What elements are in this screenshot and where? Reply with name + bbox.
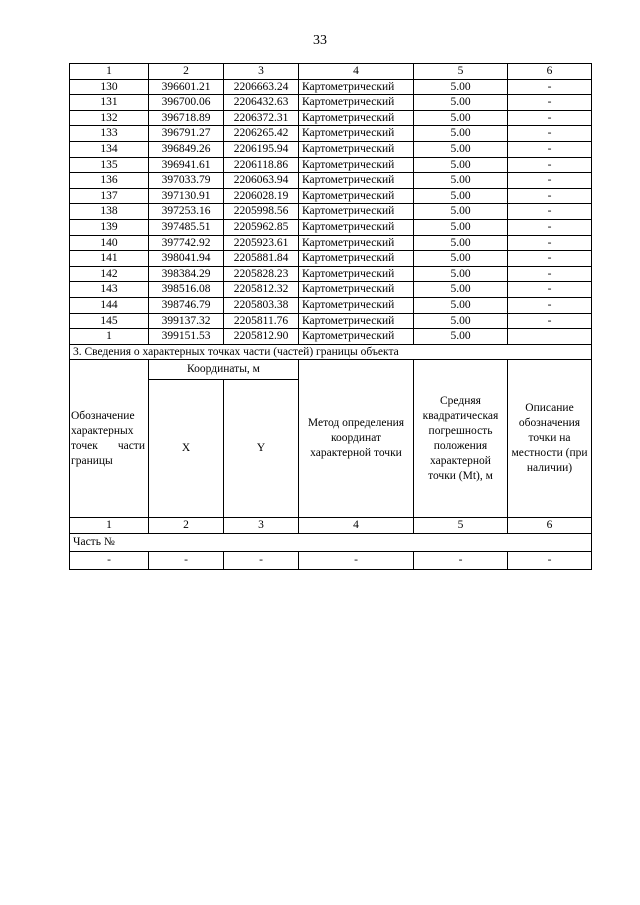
point-number-cell: 130: [70, 79, 149, 95]
y-header: Y: [224, 380, 299, 518]
method-cell: Картометрический: [299, 266, 414, 282]
table-row: [70, 297, 592, 313]
method-header: Метод определения координат характерной точки: [299, 360, 414, 518]
x-coordinate-cell: 398041.94: [149, 251, 224, 267]
accuracy-cell: 5.00: [414, 95, 508, 111]
y-coordinate-cell: 2206663.24: [224, 79, 299, 95]
empty-cell: -: [70, 551, 149, 569]
part-row: [70, 533, 592, 551]
description-cell: -: [508, 219, 592, 235]
x-coordinate-cell: 397485.51: [149, 219, 224, 235]
description-cell: -: [508, 297, 592, 313]
point-number-cell: 134: [70, 141, 149, 157]
column-number: 3: [224, 518, 299, 534]
description-cell: -: [508, 141, 592, 157]
description-cell: -: [508, 110, 592, 126]
accuracy-cell: 5.00: [414, 141, 508, 157]
y-coordinate-cell: 2205812.32: [224, 282, 299, 298]
header-row-top: [70, 360, 592, 380]
table-row: [70, 266, 592, 282]
column-number: 1: [70, 64, 149, 80]
point-number-cell: 136: [70, 173, 149, 189]
table-row: [70, 126, 592, 142]
accuracy-cell: 5.00: [414, 313, 508, 329]
empty-cell: -: [149, 551, 224, 569]
y-coordinate-cell: 2206028.19: [224, 188, 299, 204]
y-coordinate-cell: 2205812.90: [224, 329, 299, 345]
accuracy-cell: 5.00: [414, 204, 508, 220]
column-number: 4: [299, 518, 414, 534]
point-number-cell: 131: [70, 95, 149, 111]
point-number-cell: 139: [70, 219, 149, 235]
column-number-row: [70, 64, 592, 80]
table-row: [70, 79, 592, 95]
column-number: 3: [224, 64, 299, 80]
empty-cell: -: [508, 551, 592, 569]
description-cell: -: [508, 95, 592, 111]
column-number: 5: [414, 64, 508, 80]
description-cell: -: [508, 188, 592, 204]
x-coordinate-cell: 397742.92: [149, 235, 224, 251]
description-cell: -: [508, 79, 592, 95]
y-coordinate-cell: 2205923.61: [224, 235, 299, 251]
column-number: 5: [414, 518, 508, 534]
page-number: 33: [313, 33, 327, 48]
description-cell: -: [508, 313, 592, 329]
x-coordinate-cell: 398746.79: [149, 297, 224, 313]
accuracy-cell: 5.00: [414, 188, 508, 204]
section-title: 3. Сведения о характерных точках части (частей) границы объекта: [70, 344, 592, 360]
column-number: 2: [149, 64, 224, 80]
point-number-cell: 145: [70, 313, 149, 329]
empty-cell: -: [414, 551, 508, 569]
x-coordinate-cell: 396941.61: [149, 157, 224, 173]
table-row: [70, 282, 592, 298]
column-number-row-section3: [70, 518, 592, 534]
table-row: [70, 313, 592, 329]
y-coordinate-cell: 2206372.31: [224, 110, 299, 126]
method-cell: Картометрический: [299, 235, 414, 251]
y-coordinate-cell: 2206265.42: [224, 126, 299, 142]
method-cell: Картометрический: [299, 173, 414, 189]
x-coordinate-cell: 398384.29: [149, 266, 224, 282]
method-cell: Картометрический: [299, 126, 414, 142]
y-coordinate-cell: 2206118.86: [224, 157, 299, 173]
column-number: 6: [508, 64, 592, 80]
table-row: [70, 173, 592, 189]
point-number-cell: 135: [70, 157, 149, 173]
method-cell: Картометрический: [299, 329, 414, 345]
y-coordinate-cell: 2206195.94: [224, 141, 299, 157]
accuracy-cell: 5.00: [414, 79, 508, 95]
x-header: X: [149, 380, 224, 518]
method-cell: Картометрический: [299, 313, 414, 329]
description-cell: -: [508, 173, 592, 189]
accuracy-cell: 5.00: [414, 235, 508, 251]
description-header: Описание обозначения точки на местности (при наличии): [508, 360, 592, 518]
y-coordinate-cell: 2206432.63: [224, 95, 299, 111]
description-cell: -: [508, 266, 592, 282]
table-row: [70, 110, 592, 126]
method-cell: Картометрический: [299, 95, 414, 111]
method-cell: Картометрический: [299, 297, 414, 313]
accuracy-header: Средняя квадратическая погрешность положения характерной точки (Mt), м: [414, 360, 508, 518]
accuracy-cell: 5.00: [414, 110, 508, 126]
point-number-cell: 142: [70, 266, 149, 282]
column-number: 4: [299, 64, 414, 80]
part-label: Часть №: [70, 533, 592, 551]
accuracy-cell: 5.00: [414, 219, 508, 235]
point-number-cell: 138: [70, 204, 149, 220]
table-row: [70, 141, 592, 157]
point-number-cell: 137: [70, 188, 149, 204]
table-row: [70, 157, 592, 173]
table-row: [70, 235, 592, 251]
section-title-row: [70, 344, 592, 360]
x-coordinate-cell: 398516.08: [149, 282, 224, 298]
description-cell: -: [508, 204, 592, 220]
table-row: [70, 251, 592, 267]
description-cell: -: [508, 235, 592, 251]
x-coordinate-cell: 396700.06: [149, 95, 224, 111]
table-row: [70, 188, 592, 204]
y-coordinate-cell: 2205962.85: [224, 219, 299, 235]
x-coordinate-cell: 396718.89: [149, 110, 224, 126]
method-cell: Картометрический: [299, 157, 414, 173]
method-cell: Картометрический: [299, 79, 414, 95]
point-number-cell: 133: [70, 126, 149, 142]
table-row: [70, 329, 592, 345]
point-number-cell: 1: [70, 329, 149, 345]
column-number: 1: [70, 518, 149, 534]
table-row: [70, 219, 592, 235]
point-number-cell: 143: [70, 282, 149, 298]
empty-data-row: [70, 551, 592, 569]
accuracy-cell: 5.00: [414, 266, 508, 282]
accuracy-cell: 5.00: [414, 297, 508, 313]
x-coordinate-cell: 397033.79: [149, 173, 224, 189]
x-coordinate-cell: 397253.16: [149, 204, 224, 220]
accuracy-cell: 5.00: [414, 126, 508, 142]
method-cell: Картометрический: [299, 141, 414, 157]
y-coordinate-cell: 2205828.23: [224, 266, 299, 282]
column-number: 2: [149, 518, 224, 534]
x-coordinate-cell: 399151.53: [149, 329, 224, 345]
y-coordinate-cell: 2205881.84: [224, 251, 299, 267]
accuracy-cell: 5.00: [414, 173, 508, 189]
table-row: [70, 95, 592, 111]
x-coordinate-cell: 399137.32: [149, 313, 224, 329]
coordinates-table: [69, 63, 592, 570]
method-cell: Картометрический: [299, 219, 414, 235]
method-cell: Картометрический: [299, 282, 414, 298]
designation-header: Обозначение характерных точек части границы: [70, 360, 149, 518]
point-number-cell: 141: [70, 251, 149, 267]
description-cell: -: [508, 157, 592, 173]
table-row: [70, 204, 592, 220]
x-coordinate-cell: 396601.21: [149, 79, 224, 95]
method-cell: Картометрический: [299, 251, 414, 267]
point-number-cell: 144: [70, 297, 149, 313]
x-coordinate-cell: 396791.27: [149, 126, 224, 142]
description-cell: -: [508, 282, 592, 298]
description-cell: -: [508, 251, 592, 267]
method-cell: Картометрический: [299, 204, 414, 220]
accuracy-cell: 5.00: [414, 157, 508, 173]
y-coordinate-cell: 2205803.38: [224, 297, 299, 313]
column-number: 6: [508, 518, 592, 534]
y-coordinate-cell: 2205998.56: [224, 204, 299, 220]
point-number-cell: 140: [70, 235, 149, 251]
x-coordinate-cell: 397130.91: [149, 188, 224, 204]
accuracy-cell: 5.00: [414, 282, 508, 298]
y-coordinate-cell: 2205811.76: [224, 313, 299, 329]
accuracy-cell: 5.00: [414, 251, 508, 267]
description-cell: [508, 329, 592, 345]
method-cell: Картометрический: [299, 188, 414, 204]
empty-cell: -: [224, 551, 299, 569]
coordinates-header: Координаты, м: [149, 360, 299, 380]
empty-cell: -: [299, 551, 414, 569]
point-number-cell: 132: [70, 110, 149, 126]
y-coordinate-cell: 2206063.94: [224, 173, 299, 189]
accuracy-cell: 5.00: [414, 329, 508, 345]
x-coordinate-cell: 396849.26: [149, 141, 224, 157]
coordinates-table-body: [70, 64, 592, 570]
method-cell: Картометрический: [299, 110, 414, 126]
description-cell: -: [508, 126, 592, 142]
